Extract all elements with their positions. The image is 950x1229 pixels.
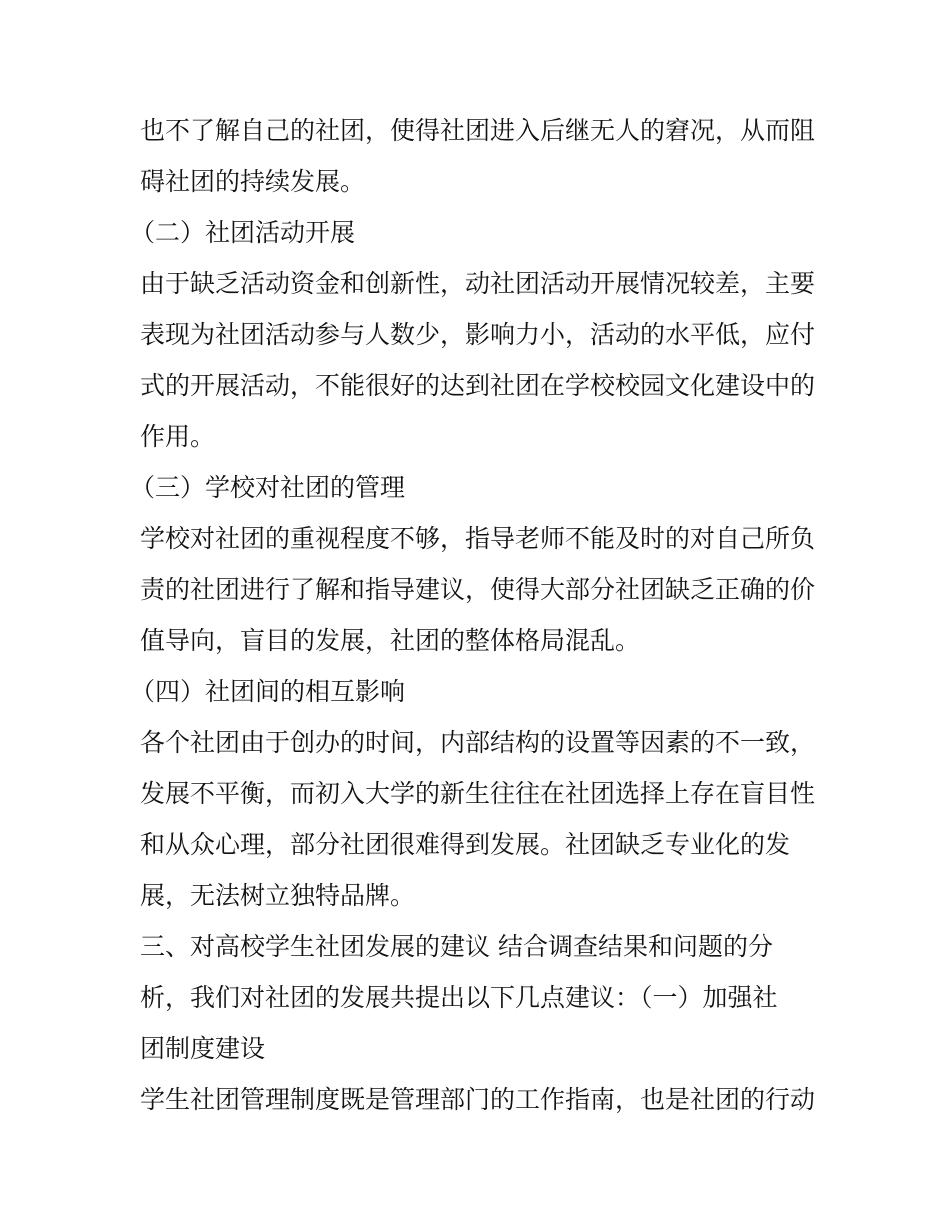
- body-line: 值导向，盲目的发展，社团的整体格局混乱。: [140, 626, 641, 655]
- body-line: 各个社团由于创办的时间，内部结构的设置等因素的不一致，: [140, 728, 816, 757]
- body-line: 表现为社团活动参与人数少，影响力小，活动的水平低，应付: [140, 320, 816, 349]
- body-line: 学生社团管理制度既是管理部门的工作指南，也是社团的行动: [140, 1085, 816, 1114]
- body-line: 发展不平衡，而初入大学的新生往往在社团选择上存在盲目性: [140, 779, 816, 808]
- section-heading: （三）学校对社团的管理: [130, 473, 406, 502]
- body-line: 也不了解自己的社团，使得社团进入后继无人的窘况，从而阻: [140, 116, 816, 145]
- document-body: [130, 105, 820, 1125]
- body-line: 责的社团进行了解和指导建议，使得大部分社团缺乏正确的价: [140, 575, 816, 604]
- body-line: 式的开展活动，不能很好的达到社团在学校校园文化建设中的: [140, 371, 816, 400]
- body-line: 由于缺乏活动资金和创新性，动社团活动开展情况较差，主要: [140, 269, 816, 298]
- body-line: 团制度建设: [140, 1034, 266, 1063]
- body-line: 展，无法树立独特品牌。: [140, 881, 416, 910]
- body-line: 作用。: [140, 422, 216, 451]
- section-heading: （四）社团间的相互影响: [130, 677, 406, 706]
- section-heading: （二）社团活动开展: [130, 218, 356, 247]
- body-line: 析，我们对社团的发展共提出以下几点建议：（一）加强社: [140, 983, 778, 1012]
- body-line: 学校对社团的重视程度不够，指导老师不能及时的对自己所负: [140, 524, 816, 553]
- body-line: 碍社团的持续发展。: [140, 167, 366, 196]
- body-line: 和从众心理，部分社团很难得到发展。社团缺乏专业化的发: [140, 830, 791, 859]
- body-line: 三、对高校学生社团发展的建议 结合调查结果和问题的分: [140, 932, 773, 961]
